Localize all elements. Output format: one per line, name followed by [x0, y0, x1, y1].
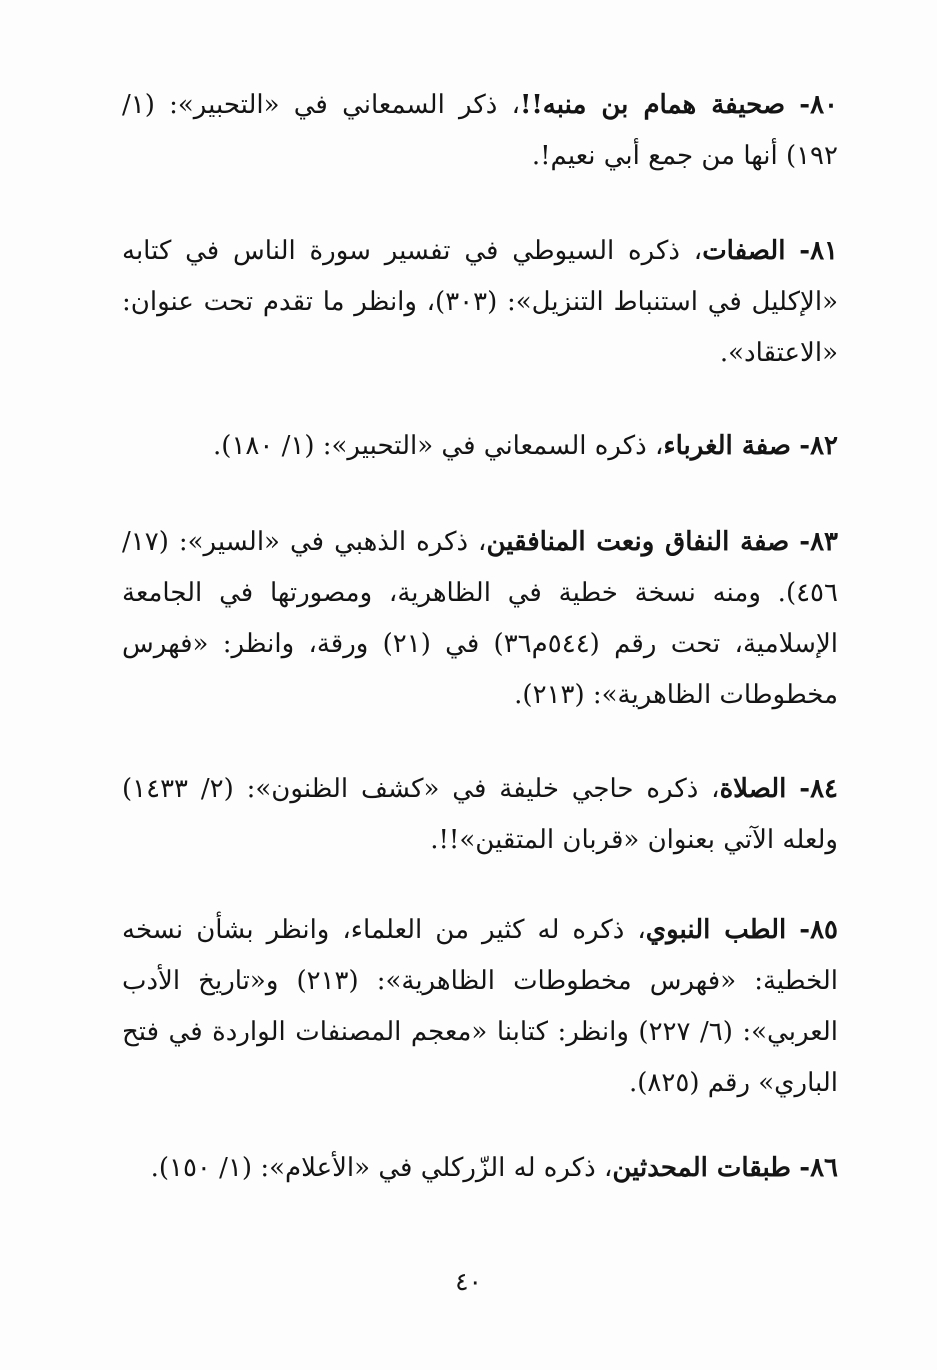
entry-title: صفة النفاق ونعت المنافقين [486, 527, 790, 557]
entry-text: ، ذكره السيوطي في تفسير سورة الناس في كتابه «الإكليل في استنباط التنزيل»: (٣٠٣)، وانظر ما تقدم تحت عنوان: «الاعتقاد». [122, 236, 839, 368]
entry-84 [122, 764, 838, 866]
entry-text: ، ذكر السمعاني في «التحبير»: (١/ ١٩٢) أنها من جمع أبي نعيم!. [122, 90, 838, 171]
entry-title: طبقات المحدثين [612, 1153, 791, 1183]
entry-number: ٨٢- [799, 431, 838, 461]
entry-number: ٨٠- [799, 90, 839, 120]
entry-title: الصفات [702, 236, 786, 266]
entry-text: ، ذكره له كثير من العلماء، وانظر بشأن نسخه الخطية: «فهرس مخطوطات الظاهرية»: (٢١٣) و«تاريخ الأدب العربي»: (٦/ ٢٢٧) وانظر: كتابنا «معجم المصنفات الواردة في فتح الباري» رقم (٨٢٥). [122, 915, 838, 1098]
entry-text: ، ذكره السمعاني في «التحبير»: (١/ ١٨٠). [213, 431, 664, 461]
entry-text: ، ذكره حاجي خليفة في «كشف الظنون»: (٢/ ١٤٣٣) ولعله الآتي بعنوان «قربان المتقين»!!. [122, 774, 838, 855]
entry-81 [122, 226, 838, 379]
entry-80 [122, 80, 838, 182]
entry-82 [122, 421, 838, 472]
page-number: ٤٠ [455, 1267, 482, 1296]
entry-title: صفة الغرباء [663, 431, 791, 461]
entry-text: ، ذكره له الزّركلي في «الأعلام»: (١/ ١٥٠). [150, 1153, 613, 1183]
entry-number: ٨٥- [799, 915, 838, 945]
entry-number: ٨٦- [799, 1153, 838, 1183]
entry-title: صحيفة همام بن منبه!! [519, 90, 786, 120]
entry-title: الطب النبوي [645, 915, 787, 945]
entry-85 [122, 905, 838, 1109]
entry-title: الصلاة [719, 774, 787, 804]
entry-number: ٨١- [799, 236, 838, 266]
entry-number: ٨٤- [799, 774, 838, 804]
entry-83 [122, 517, 838, 721]
entry-number: ٨٣- [799, 527, 839, 557]
entry-text: ، ذكره الذهبي في «السير»: (١٧/ ٤٥٦). ومنه نسخة خطية في الظاهرية، ومصورتها في الجامعة الإسلامية، تحت رقم (٥٤٤م٣٦) في (٢١) ورقة، وانظر: «فهرس مخطوطات الظاهرية»: (٢١٣). [122, 527, 839, 710]
entry-86 [122, 1143, 838, 1194]
